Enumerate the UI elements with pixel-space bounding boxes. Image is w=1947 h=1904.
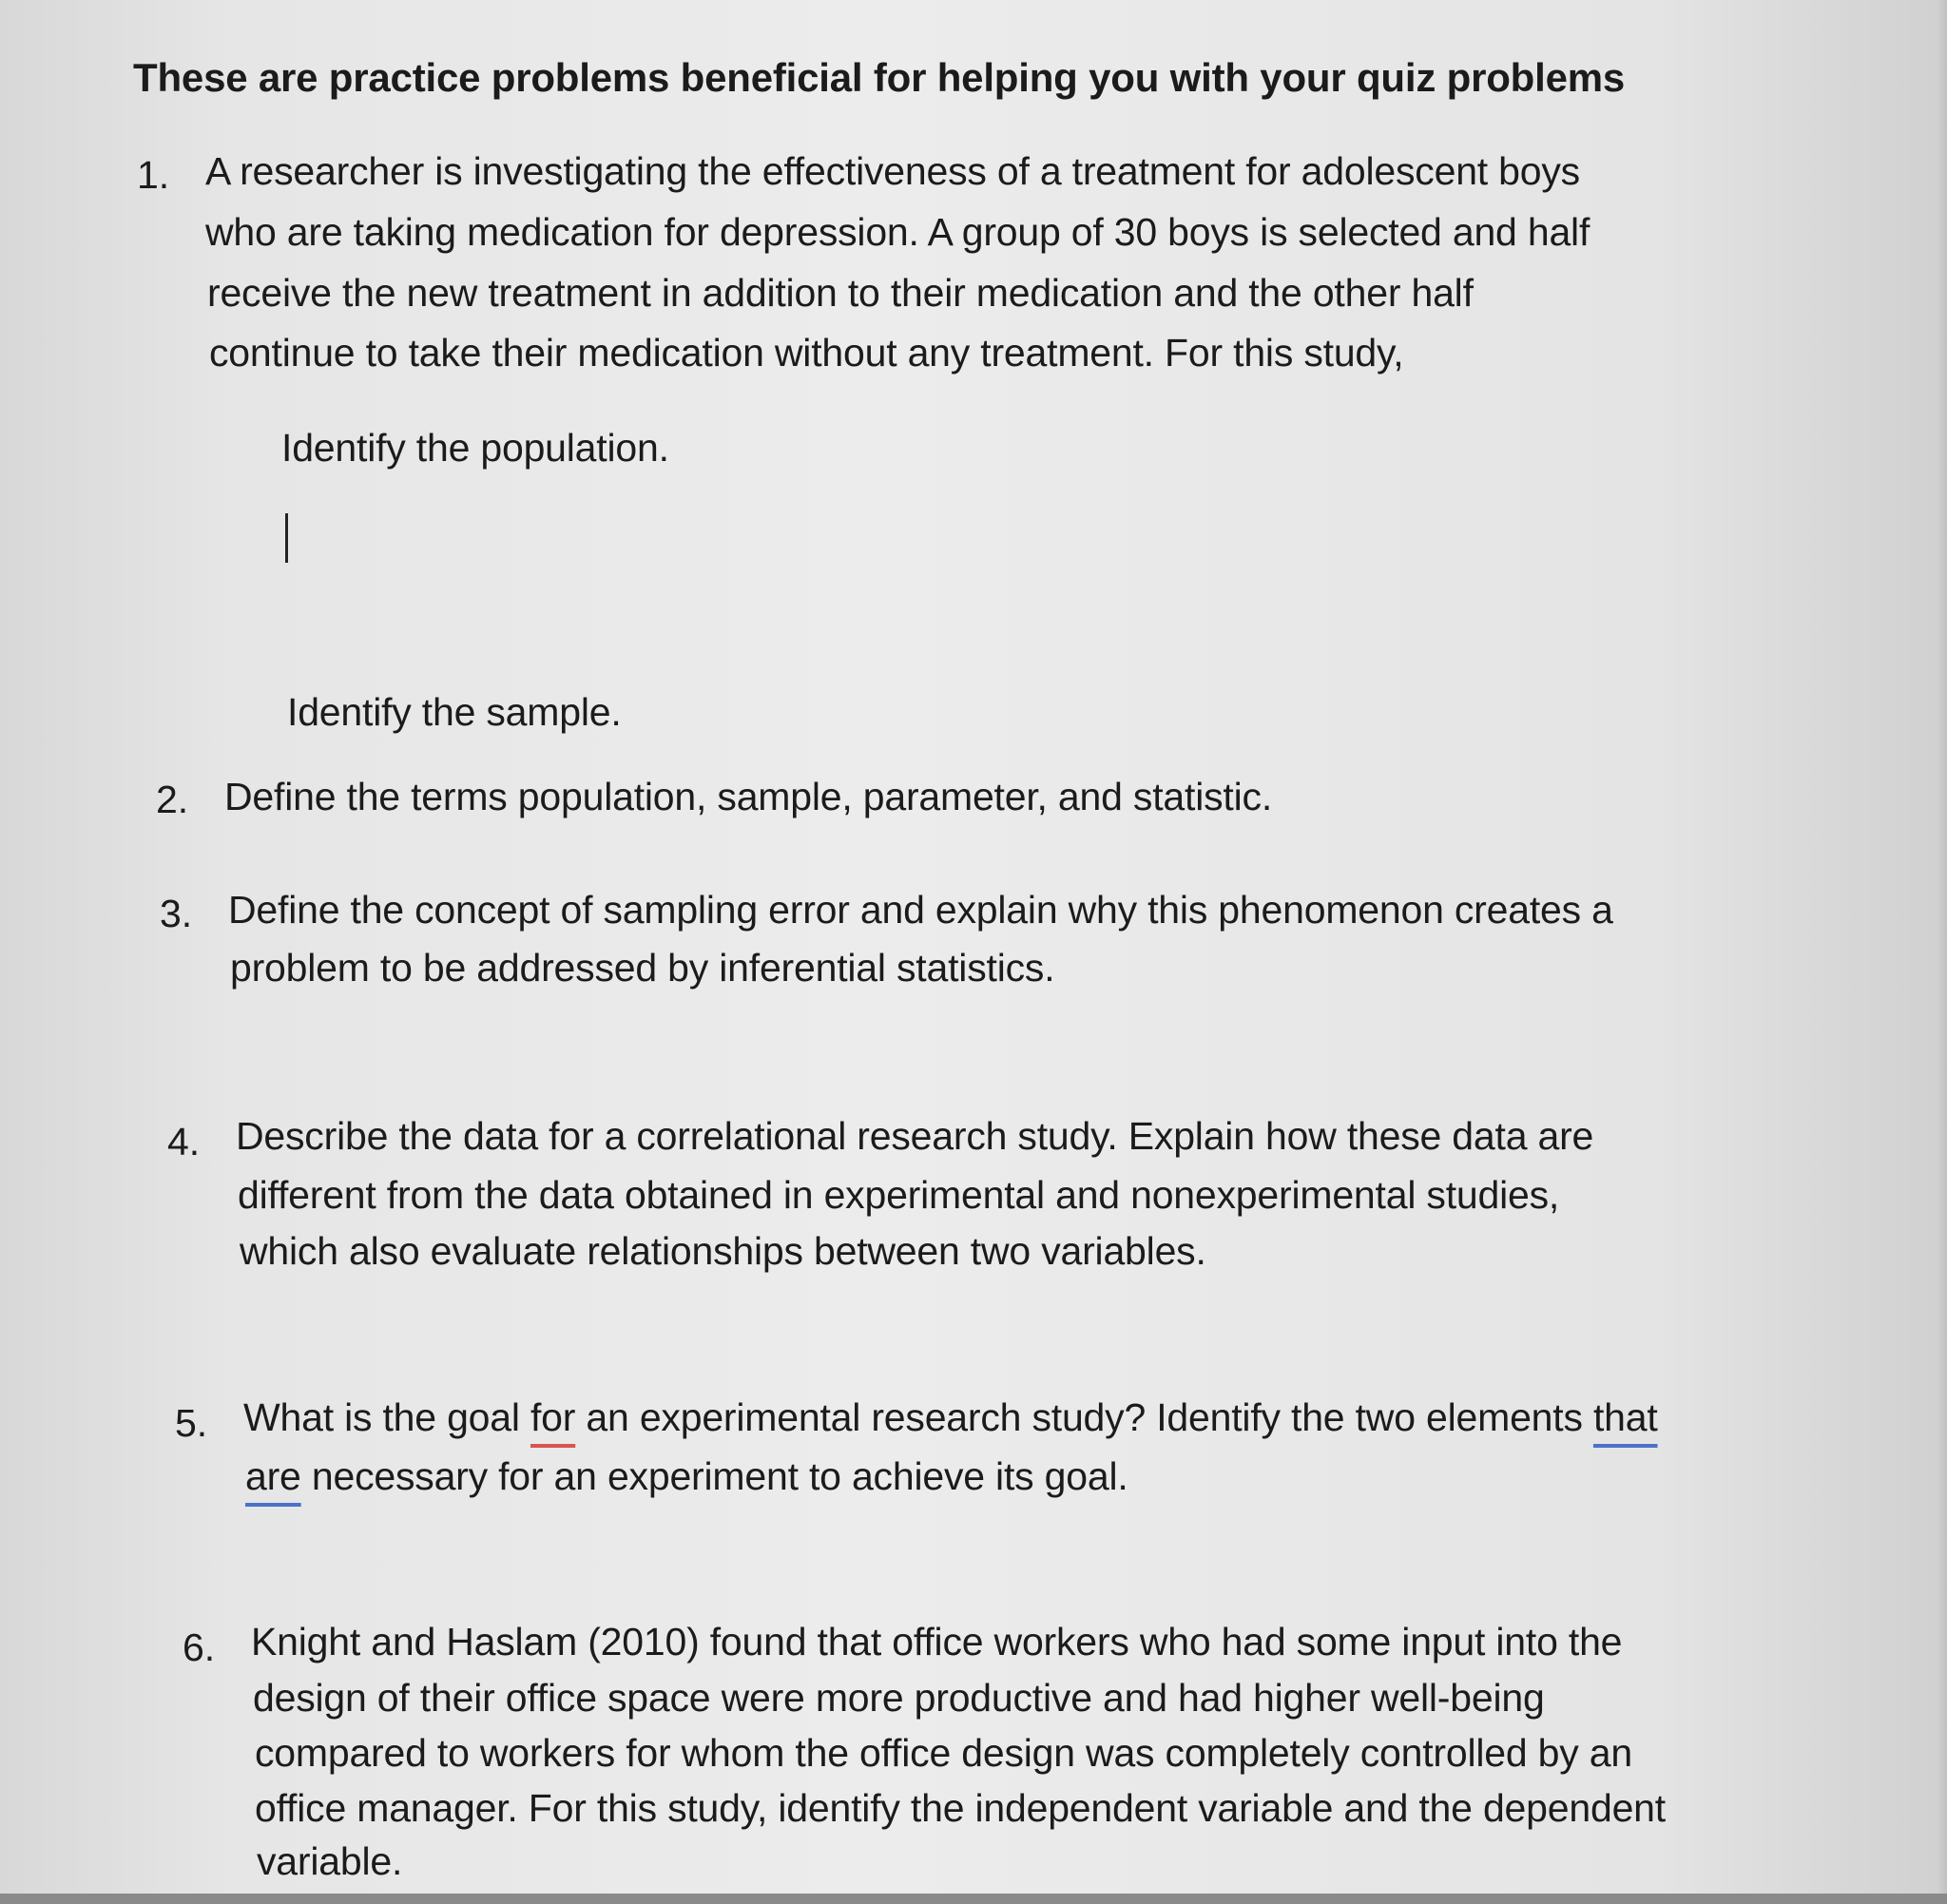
question-6-line-1: Knight and Haslam (2010) found that office workers who had some input into the — [251, 1620, 1623, 1664]
grammar-flag-are[interactable]: are — [245, 1454, 301, 1498]
question-5-text: necessary for an experiment to achieve its goal. — [300, 1454, 1128, 1498]
question-3-line-1: Define the concept of sampling error and explain why this phenomenon creates a — [228, 888, 1613, 932]
question-6-line-5: variable. — [257, 1839, 403, 1883]
question-5-text: What is the goal — [243, 1395, 530, 1439]
question-1-line-2: who are taking medication for depression. A group of 30 boys is selected and half — [205, 210, 1590, 254]
question-3-line-2: problem to be addressed by inferential statistics. — [230, 946, 1055, 990]
monitor-edge-shadow — [1937, 0, 1947, 1904]
document-heading: These are practice problems beneficial for helping you with your quiz problems — [133, 55, 1626, 100]
question-6-line-4: office manager. For this study, identify the independent variable and the dependent — [255, 1786, 1666, 1830]
text-cursor[interactable] — [285, 513, 288, 563]
question-1-sample-prompt: Identify the sample. — [287, 690, 622, 734]
question-4-line-2: different from the data obtained in experimental and nonexperimental studies, — [238, 1173, 1560, 1217]
question-4-number: 4. — [167, 1120, 201, 1164]
question-1-number: 1. — [137, 153, 170, 197]
question-5-line-1 — [243, 1395, 1658, 1440]
question-5-text: an experimental research study? Identify the two elements — [575, 1395, 1593, 1439]
grammar-flag-that[interactable]: that — [1592, 1395, 1658, 1439]
question-1-population-prompt: Identify the population. — [281, 426, 669, 470]
question-1-line-3: receive the new treatment in addition to their medication and the other half — [207, 271, 1474, 315]
question-6-number: 6. — [183, 1625, 216, 1669]
question-5-line-2 — [245, 1454, 1128, 1499]
question-5-number: 5. — [175, 1401, 208, 1445]
question-3-number: 3. — [160, 892, 193, 935]
question-1-line-1: A researcher is investigating the effectiveness of a treatment for adolescent boys — [205, 149, 1580, 193]
question-2-line-1: Define the terms population, sample, parameter, and statistic. — [224, 775, 1273, 818]
question-6-line-2: design of their office space were more productive and had higher well-being — [253, 1676, 1545, 1720]
question-2-number: 2. — [156, 778, 189, 821]
question-6-line-3: compared to workers for whom the office design was completely controlled by an — [255, 1731, 1632, 1775]
question-1-line-4: continue to take their medication without any treatment. For this study, — [209, 331, 1404, 375]
question-4-line-1: Describe the data for a correlational research study. Explain how these data are — [236, 1114, 1594, 1158]
question-4-line-3: which also evaluate relationships between two variables. — [240, 1229, 1206, 1273]
grammar-flag-for[interactable]: for — [530, 1395, 576, 1439]
horizontal-scrollbar[interactable] — [0, 1894, 1947, 1904]
